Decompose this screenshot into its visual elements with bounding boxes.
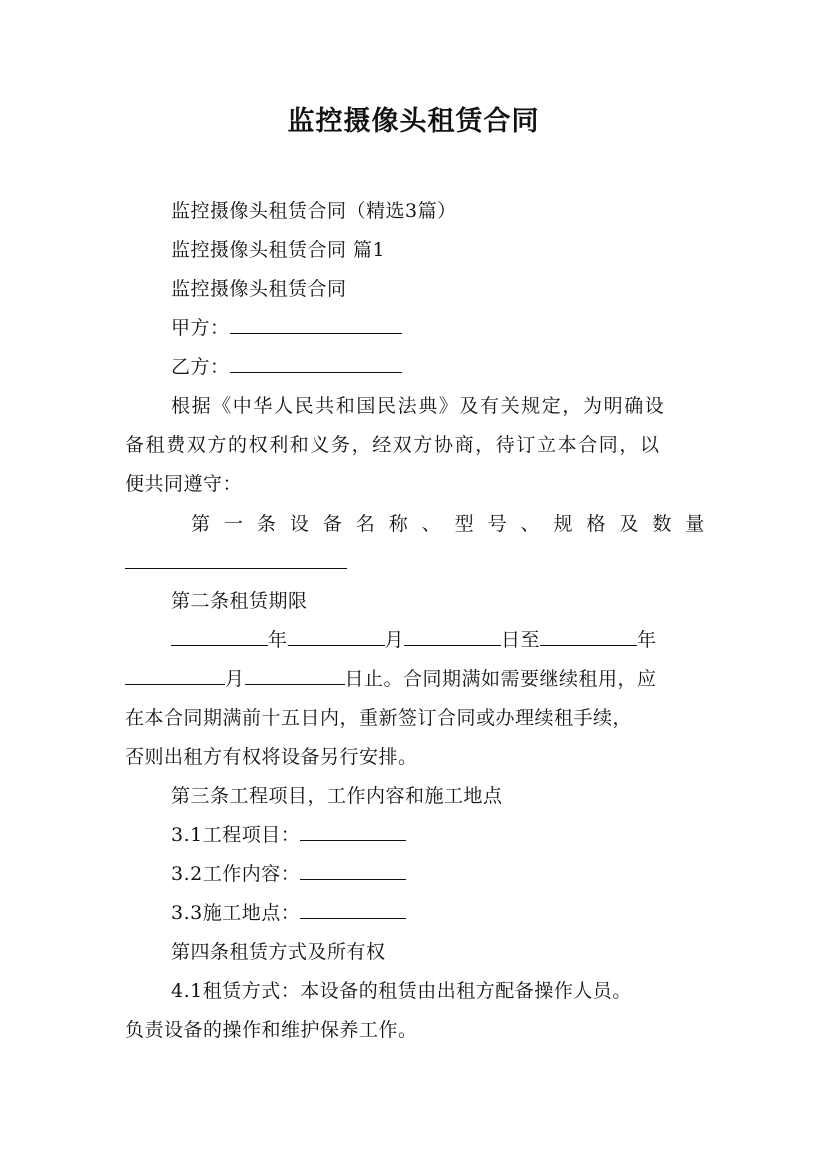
item-3-1-blank	[300, 816, 406, 841]
lease-month-label-2: 月	[225, 668, 245, 690]
lease-year-label-2: 年	[637, 629, 657, 651]
item-3-1-line	[125, 816, 751, 854]
article-1-char: 名	[355, 513, 376, 535]
lease-end-month-blank	[125, 660, 225, 685]
part-heading: 监控摄像头租赁合同 篇1	[171, 239, 386, 261]
lease-start-year-blank	[171, 621, 268, 646]
lease-period-line-1	[125, 621, 751, 659]
article-1-char: 量	[685, 513, 705, 535]
subtitle: 监控摄像头租赁合同（精选3篇）	[171, 200, 457, 222]
intro-line-3: 便共同遵守：	[125, 473, 243, 495]
article-1-char: 规	[553, 513, 573, 535]
article-1-char: 型	[454, 513, 475, 535]
article-3-heading: 第三条工程项目，工作内容和施工地点	[171, 785, 503, 807]
party-b-blank	[230, 348, 402, 373]
party-b-label: 乙方：	[171, 356, 230, 378]
lease-end-year-blank	[540, 621, 637, 646]
intro-line-2: 备租费双方的权利和义务，经双方协商，待订立本合同，以	[125, 434, 661, 456]
party-a-blank	[230, 309, 402, 334]
item-3-3-blank	[300, 894, 406, 919]
article-1-char: 数	[652, 513, 672, 535]
item-3-1-label: 3.1工程项目：	[171, 824, 301, 846]
lease-period-line-4: 否则出租方有权将设备另行安排。	[125, 746, 418, 768]
contract-name: 监控摄像头租赁合同	[171, 278, 347, 300]
item-3-2-blank	[300, 855, 406, 880]
document-title: 监控摄像头租赁合同	[287, 106, 540, 137]
article-4-heading: 第四条租赁方式及所有权	[171, 941, 386, 963]
article-1-char: 及	[619, 513, 639, 535]
party-a-label: 甲方：	[171, 317, 230, 339]
party-b-line	[125, 348, 751, 386]
article-1-char: 号	[487, 513, 508, 535]
article-2-heading: 第二条租赁期限	[171, 590, 308, 612]
item-3-3-line	[125, 894, 751, 932]
article-1-char: 条	[256, 513, 277, 535]
lease-end-text: 日止。合同期满如需要继续租用，应	[344, 668, 657, 690]
article-1-char: 设	[289, 513, 310, 535]
article-1-char: 备	[322, 513, 343, 535]
lease-period-line-3: 在本合同期满前十五日内，重新签订合同或办理续租手续，	[125, 707, 633, 729]
lease-start-month-blank	[288, 621, 385, 646]
intro-line-1: 根据《中华人民共和国民法典》及有关规定，为明确设	[171, 395, 666, 417]
article-1-char: 第	[191, 513, 211, 535]
item-4-1-line-1: 4.1租赁方式：本设备的租赁由出租方配备操作人员。	[171, 980, 632, 1002]
lease-period-line-2	[125, 660, 705, 698]
lease-year-label: 年	[268, 629, 288, 651]
lease-month-label: 月	[384, 629, 405, 651]
lease-day-to-label: 日至	[501, 629, 541, 651]
lease-end-day-blank	[245, 660, 345, 685]
article-1-char: 、	[421, 513, 442, 535]
lease-start-day-blank	[404, 621, 501, 646]
article-1-blank	[125, 544, 347, 569]
item-3-2-line	[125, 855, 751, 893]
article-1-char: 一	[223, 513, 244, 535]
article-1-char: 、	[520, 513, 541, 535]
article-1-blank-line	[125, 544, 705, 582]
article-1-heading	[125, 505, 705, 543]
party-a-line	[125, 309, 751, 347]
item-4-1-line-2: 负责设备的操作和维护保养工作。	[125, 1019, 418, 1041]
item-3-2-label: 3.2工作内容：	[171, 863, 301, 885]
item-3-3-label: 3.3施工地点：	[171, 902, 301, 924]
article-1-char: 格	[586, 513, 606, 535]
article-1-char: 称	[388, 513, 409, 535]
